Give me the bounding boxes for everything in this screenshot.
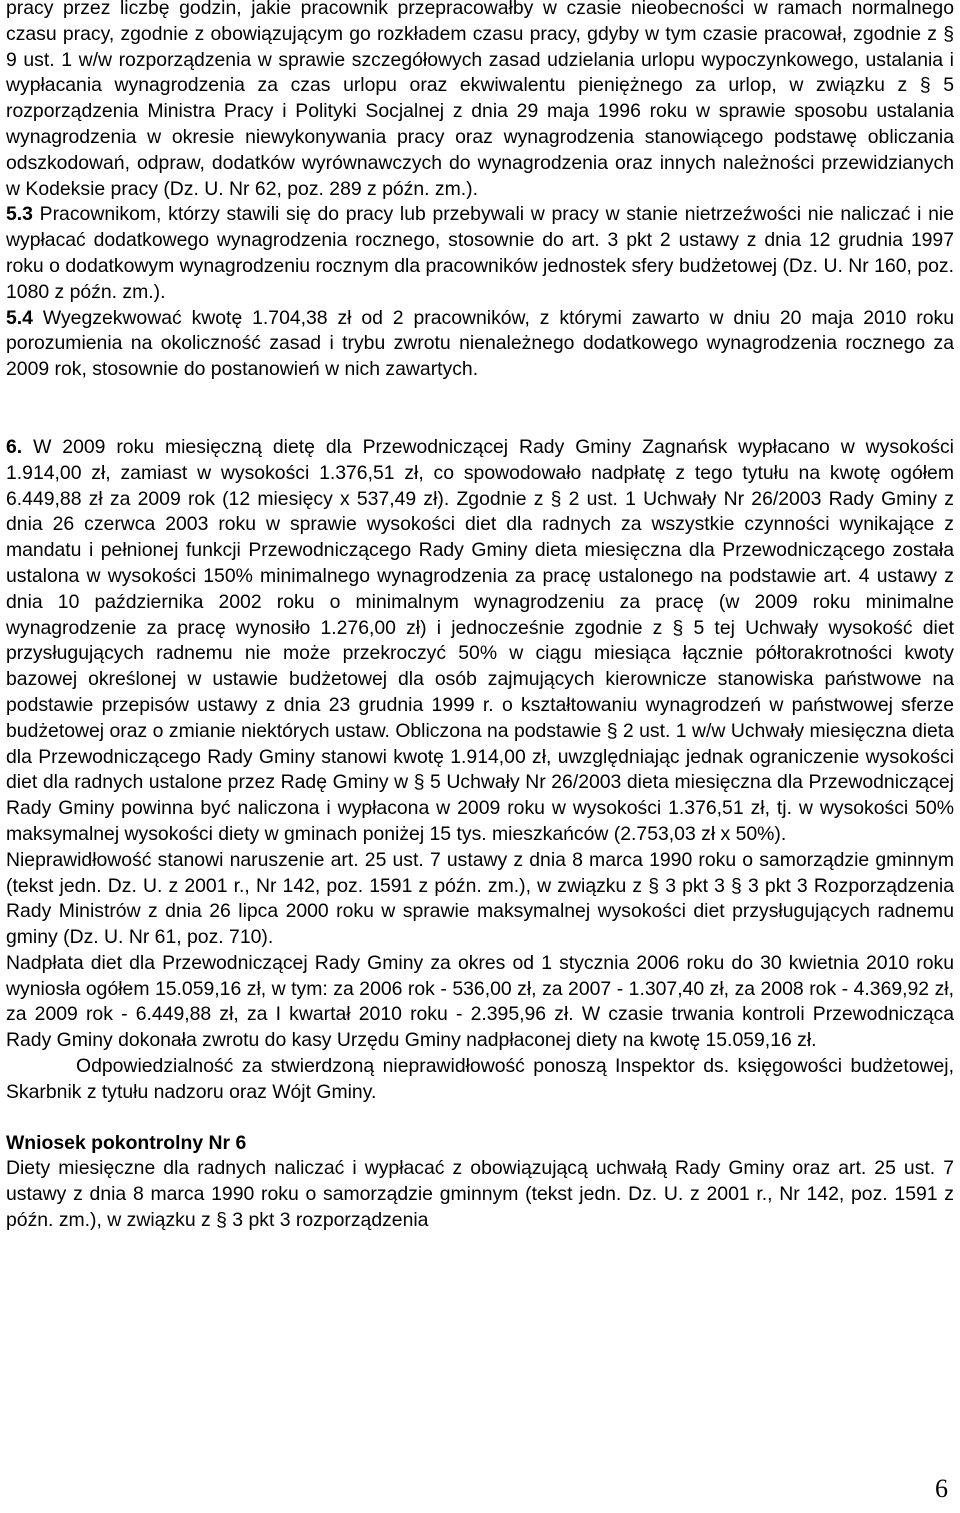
paragraph-responsibility: Odpowiedzialność za stwierdzoną nieprawidłowość ponoszą Inspektor ds. księgowości budżetowej, Skarbnik z tytułu nadzoru oraz Wójt Gminy.: [6, 1055, 954, 1103]
document-page: [6, 0, 954, 1513]
paragraph-6: [6, 435, 954, 848]
paragraph-text: W 2009 roku miesięczną dietę dla Przewodniczącej Rady Gminy Zagnańsk wypłacano w wysokości 1.914,00 zł, zamiast w wysokości 1.376,51 zł, co spowodowało nadpłatę z tego tytułu na kwotę ogółem 6.449,88 zł za 2009 rok (12 miesięcy x 537,49 zł). Zgodnie z § 2 ust. 1 Uchwały Nr 26/2003 Rady Gminy z dnia 26 czerwca 2003 roku w sprawie wysokości diet dla radnych za wszystkie czynności wynikające z mandatu i pełnionej funkcji Przewodniczącego Rady Gminy dieta miesięczna dla Przewodniczącego została ustalona w wysokości 150% minimalnego wynagrodzenia za pracę ustalonego na podstawie art. 4 ustawy z dnia 10 października 2002 roku o minimalnym wynagrodzeniu za pracę (w 2009 roku minimalne wynagrodzenie za pracę wynosiło 1.276,00 zł) i jednocześnie zgodnie z § 5 tej Uchwały wysokość diet przysługujących radnemu nie może przekroczyć 50% w ciągu miesiąca łącznie półtorakrotności kwoty bazowej określonej w ustawie budżetowej dla osób zajmujących kierownicze stanowiska państwowe na podstawie przepisów ustawy z dnia 23 grudnia 1999 r. o kształtowaniu wynagrodzeń w państwowej sferze budżetowej oraz o zmianie niektórych ustaw. Obliczona na podstawie § 2 ust. 1 w/w Uchwały miesięczna dieta dla Przewodniczącego Rady Gminy stanowi kwotę 1.914,00 zł, uwzględniając jednak ograniczenie wysokości diet dla radnych ustalone przez Radę Gminy w § 5 Uchwały Nr 26/2003 dieta miesięczna dla Przewodniczącej Rady Gminy powinna być naliczona i wypłacona w 2009 roku w wysokości 1.376,51 zł, tj. w wysokości 50% maksymalnej wysokości diety w gminach poniżej 15 tys. mieszkańców (2.753,03 zł x 50%).: [6, 435, 954, 845]
paragraph-violation: Nieprawidłowość stanowi naruszenie art. 25 ust. 7 ustawy z dnia 8 marca 1990 roku o samorządzie gminnym (tekst jedn. Dz. U. z 2001 r., Nr 142, poz. 1591 z późn. zm.), w związku z § 3 pkt 3 § 3 pkt 3 Rozporządzenia Rady Ministrów z dnia 26 lipca 2000 roku w sprawie maksymalnej wysokości diet przysługujących radnemu gminy (Dz. U. Nr 61, poz. 710).: [6, 848, 954, 949]
item-number: 5.3: [6, 203, 33, 226]
paragraph-text: Wyegzekwować kwotę 1.704,38 zł od 2 pracowników, z którymi zawarto w dniu 20 maja 2010 roku porozumienia na okoliczność zasad i trybu zwrotu nienależnego dodatkowego wynagrodzenia rocznego za 2009 rok, stosownie do postanowień w nich zawartych.: [6, 306, 954, 381]
spacer: [6, 1106, 954, 1131]
spacer: [6, 383, 954, 435]
paragraph-continuation: pracy przez liczbę godzin, jakie pracownik przepracowałby w czasie nieobecności w ramach normalnego czasu pracy, zgodnie z obowiązującym go rozkładem czasu pracy, gdyby w tym czasie pracował, zgodnie z § 9 ust. 1 w/w rozporządzenia w sprawie szczegółowych zasad udzielania urlopu wypoczynkowego, ustalania i wypłacania wynagrodzenia za czas urlopu oraz ekwiwalentu pieniężnego za urlop, w związku z § 5 rozporządzenia Ministra Pracy i Polityki Socjalnej z dnia 29 maja 1996 roku w sprawie sposobu ustalania wynagrodzenia w okresie niewykonywania pracy oraz wynagrodzenia stanowiącego podstawę obliczania odszkodowań, odpraw, dodatków wyrównawczych do wynagrodzenia oraz innych należności przewidzianych w Kodeksie pracy (Dz. U. Nr 62, poz. 289 z późn. zm.).: [6, 0, 954, 200]
section-heading: Wniosek pokontrolny Nr 6: [6, 1131, 247, 1154]
paragraph-recommendation: Diety miesięczne dla radnych naliczać i wypłacać z obowiązującą uchwałą Rady Gminy oraz art. 25 ust. 7 ustawy z dnia 8 marca 1990 roku o samorządzie gminnym (tekst jedn. Dz. U. z 2001 r., Nr 142, poz. 1591 z późn. zm.), w związku z § 3 pkt 3 rozporządzenia: [6, 1157, 954, 1232]
paragraph-5-4: [6, 306, 954, 383]
paragraph-5-3: [6, 202, 954, 305]
item-number: 6.: [6, 435, 23, 458]
page-number: 6: [935, 1474, 948, 1503]
item-number: 5.4: [6, 306, 33, 329]
paragraph-text: Pracownikom, którzy stawili się do pracy lub przebywali w pracy w stanie nietrzeźwości nie naliczać i nie wypłacać dodatkowego wynagrodzenia rocznego, stosownie do art. 3 pkt 2 ustawy z dnia 12 grudnia 1997 roku o dodatkowym wynagrodzeniu rocznym dla pracowników jednostek sfery budżetowej (Dz. U. Nr 160, poz. 1080 z późn. zm.).: [6, 203, 954, 303]
paragraph-overpayment: Nadpłata diet dla Przewodniczącej Rady Gminy za okres od 1 stycznia 2006 roku do 30 kwietnia 2010 roku wyniosła ogółem 15.059,16 zł, w tym: za 2006 rok - 536,00 zł, za 2007 - 1.307,40 zł, za 2008 rok - 4.369,92 zł, za 2009 rok - 6.449,88 zł, za I kwartał 2010 roku - 2.395,96 zł. W czasie trwania kontroli Przewodnicząca Rady Gminy dokonała zwrotu do kasy Urzędu Gminy nadpłaconej diety na kwotę 15.059,16 zł.: [6, 951, 954, 1052]
